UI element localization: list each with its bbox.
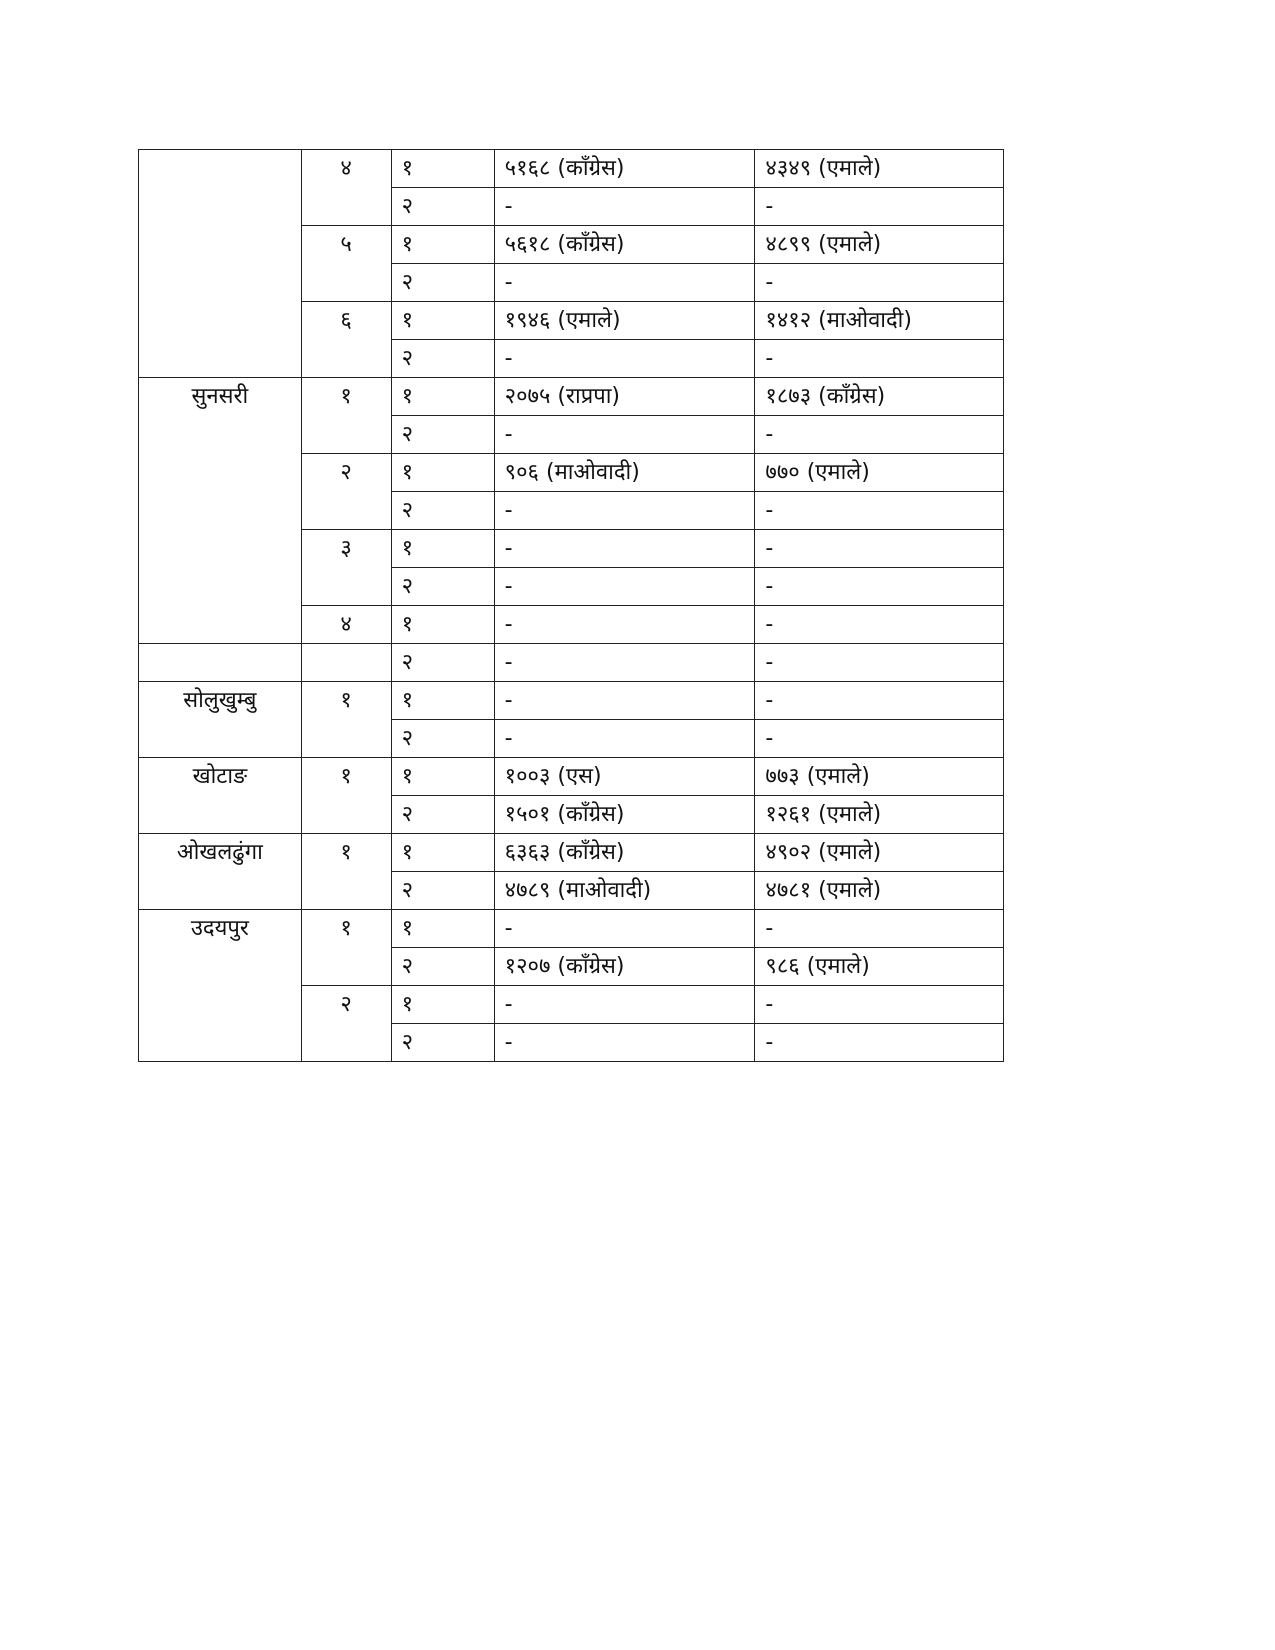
- sub-constituency-cell: १: [391, 682, 494, 720]
- sub-constituency-cell: २: [391, 264, 494, 302]
- constituency-cell: १: [301, 682, 391, 758]
- district-cell: [139, 150, 302, 378]
- runner-up-votes-cell: -: [755, 568, 1004, 606]
- sub-constituency-cell: १: [391, 758, 494, 796]
- runner-up-votes-cell: -: [755, 340, 1004, 378]
- runner-up-votes-cell: -: [755, 416, 1004, 454]
- sub-constituency-cell: १: [391, 986, 494, 1024]
- sub-constituency-cell: २: [391, 492, 494, 530]
- sub-constituency-cell: १: [391, 454, 494, 492]
- district-cell: उदयपुर: [139, 910, 302, 1062]
- table-row: [139, 150, 1004, 188]
- table-row: [139, 758, 1004, 796]
- runner-up-votes-cell: ४७८१ (एमाले): [755, 872, 1004, 910]
- winner-votes-cell: -: [494, 530, 755, 568]
- winner-votes-cell: -: [494, 720, 755, 758]
- table-row: [139, 834, 1004, 872]
- constituency-cell: १: [301, 834, 391, 910]
- constituency-cell: १: [301, 378, 391, 454]
- runner-up-votes-cell: -: [755, 910, 1004, 948]
- sub-constituency-cell: २: [391, 644, 494, 682]
- district-cell: [139, 644, 302, 682]
- runner-up-votes-cell: -: [755, 644, 1004, 682]
- district-cell: ओखलढुंगा: [139, 834, 302, 910]
- winner-votes-cell: -: [494, 644, 755, 682]
- district-cell: सुनसरी: [139, 378, 302, 644]
- winner-votes-cell: -: [494, 682, 755, 720]
- election-results-table: [138, 149, 1004, 1062]
- sub-constituency-cell: २: [391, 872, 494, 910]
- runner-up-votes-cell: -: [755, 1024, 1004, 1062]
- winner-votes-cell: -: [494, 606, 755, 644]
- winner-votes-cell: १९४६ (एमाले): [494, 302, 755, 340]
- runner-up-votes-cell: ४९०२ (एमाले): [755, 834, 1004, 872]
- runner-up-votes-cell: ४८९९ (एमाले): [755, 226, 1004, 264]
- winner-votes-cell: -: [494, 910, 755, 948]
- constituency-cell: १: [301, 910, 391, 986]
- constituency-cell: ५: [301, 226, 391, 302]
- winner-votes-cell: २०७५ (राप्रपा): [494, 378, 755, 416]
- winner-votes-cell: -: [494, 1024, 755, 1062]
- sub-constituency-cell: २: [391, 1024, 494, 1062]
- sub-constituency-cell: २: [391, 416, 494, 454]
- sub-constituency-cell: २: [391, 188, 494, 226]
- runner-up-votes-cell: ७७० (एमाले): [755, 454, 1004, 492]
- runner-up-votes-cell: १४१२ (माओवादी): [755, 302, 1004, 340]
- sub-constituency-cell: २: [391, 568, 494, 606]
- sub-constituency-cell: १: [391, 302, 494, 340]
- winner-votes-cell: -: [494, 986, 755, 1024]
- constituency-cell: ३: [301, 530, 391, 606]
- constituency-cell: २: [301, 454, 391, 530]
- sub-constituency-cell: २: [391, 948, 494, 986]
- runner-up-votes-cell: १२६१ (एमाले): [755, 796, 1004, 834]
- constituency-cell: ६: [301, 302, 391, 378]
- district-cell: खोटाङ: [139, 758, 302, 834]
- winner-votes-cell: ४७८९ (माओवादी): [494, 872, 755, 910]
- table-row: [139, 378, 1004, 416]
- winner-votes-cell: -: [494, 492, 755, 530]
- winner-votes-cell: -: [494, 416, 755, 454]
- winner-votes-cell: -: [494, 568, 755, 606]
- runner-up-votes-cell: -: [755, 986, 1004, 1024]
- sub-constituency-cell: २: [391, 720, 494, 758]
- runner-up-votes-cell: ७७३ (एमाले): [755, 758, 1004, 796]
- sub-constituency-cell: १: [391, 834, 494, 872]
- constituency-cell: २: [301, 986, 391, 1062]
- runner-up-votes-cell: ४३४९ (एमाले): [755, 150, 1004, 188]
- sub-constituency-cell: १: [391, 606, 494, 644]
- table-row: [139, 682, 1004, 720]
- runner-up-votes-cell: -: [755, 720, 1004, 758]
- runner-up-votes-cell: -: [755, 606, 1004, 644]
- constituency-cell: १: [301, 758, 391, 834]
- runner-up-votes-cell: -: [755, 264, 1004, 302]
- winner-votes-cell: १२०७ (काँग्रेस): [494, 948, 755, 986]
- sub-constituency-cell: १: [391, 910, 494, 948]
- winner-votes-cell: ५१६८ (काँग्रेस): [494, 150, 755, 188]
- sub-constituency-cell: १: [391, 378, 494, 416]
- winner-votes-cell: ५६१८ (काँग्रेस): [494, 226, 755, 264]
- sub-constituency-cell: २: [391, 340, 494, 378]
- winner-votes-cell: ९०६ (माओवादी): [494, 454, 755, 492]
- winner-votes-cell: ६३६३ (काँग्रेस): [494, 834, 755, 872]
- runner-up-votes-cell: -: [755, 492, 1004, 530]
- sub-constituency-cell: १: [391, 530, 494, 568]
- runner-up-votes-cell: १८७३ (काँग्रेस): [755, 378, 1004, 416]
- winner-votes-cell: -: [494, 188, 755, 226]
- sub-constituency-cell: १: [391, 150, 494, 188]
- runner-up-votes-cell: -: [755, 530, 1004, 568]
- runner-up-votes-cell: -: [755, 682, 1004, 720]
- table-row: [139, 644, 1004, 682]
- district-cell: सोलुखुम्बु: [139, 682, 302, 758]
- table-body: [139, 150, 1004, 1062]
- table-row: [139, 910, 1004, 948]
- winner-votes-cell: -: [494, 340, 755, 378]
- winner-votes-cell: १००३ (एस): [494, 758, 755, 796]
- constituency-cell: ४: [301, 606, 391, 644]
- winner-votes-cell: -: [494, 264, 755, 302]
- sub-constituency-cell: २: [391, 796, 494, 834]
- runner-up-votes-cell: ९८६ (एमाले): [755, 948, 1004, 986]
- sub-constituency-cell: १: [391, 226, 494, 264]
- constituency-cell: [301, 644, 391, 682]
- constituency-cell: ४: [301, 150, 391, 226]
- winner-votes-cell: १५०१ (काँग्रेस): [494, 796, 755, 834]
- runner-up-votes-cell: -: [755, 188, 1004, 226]
